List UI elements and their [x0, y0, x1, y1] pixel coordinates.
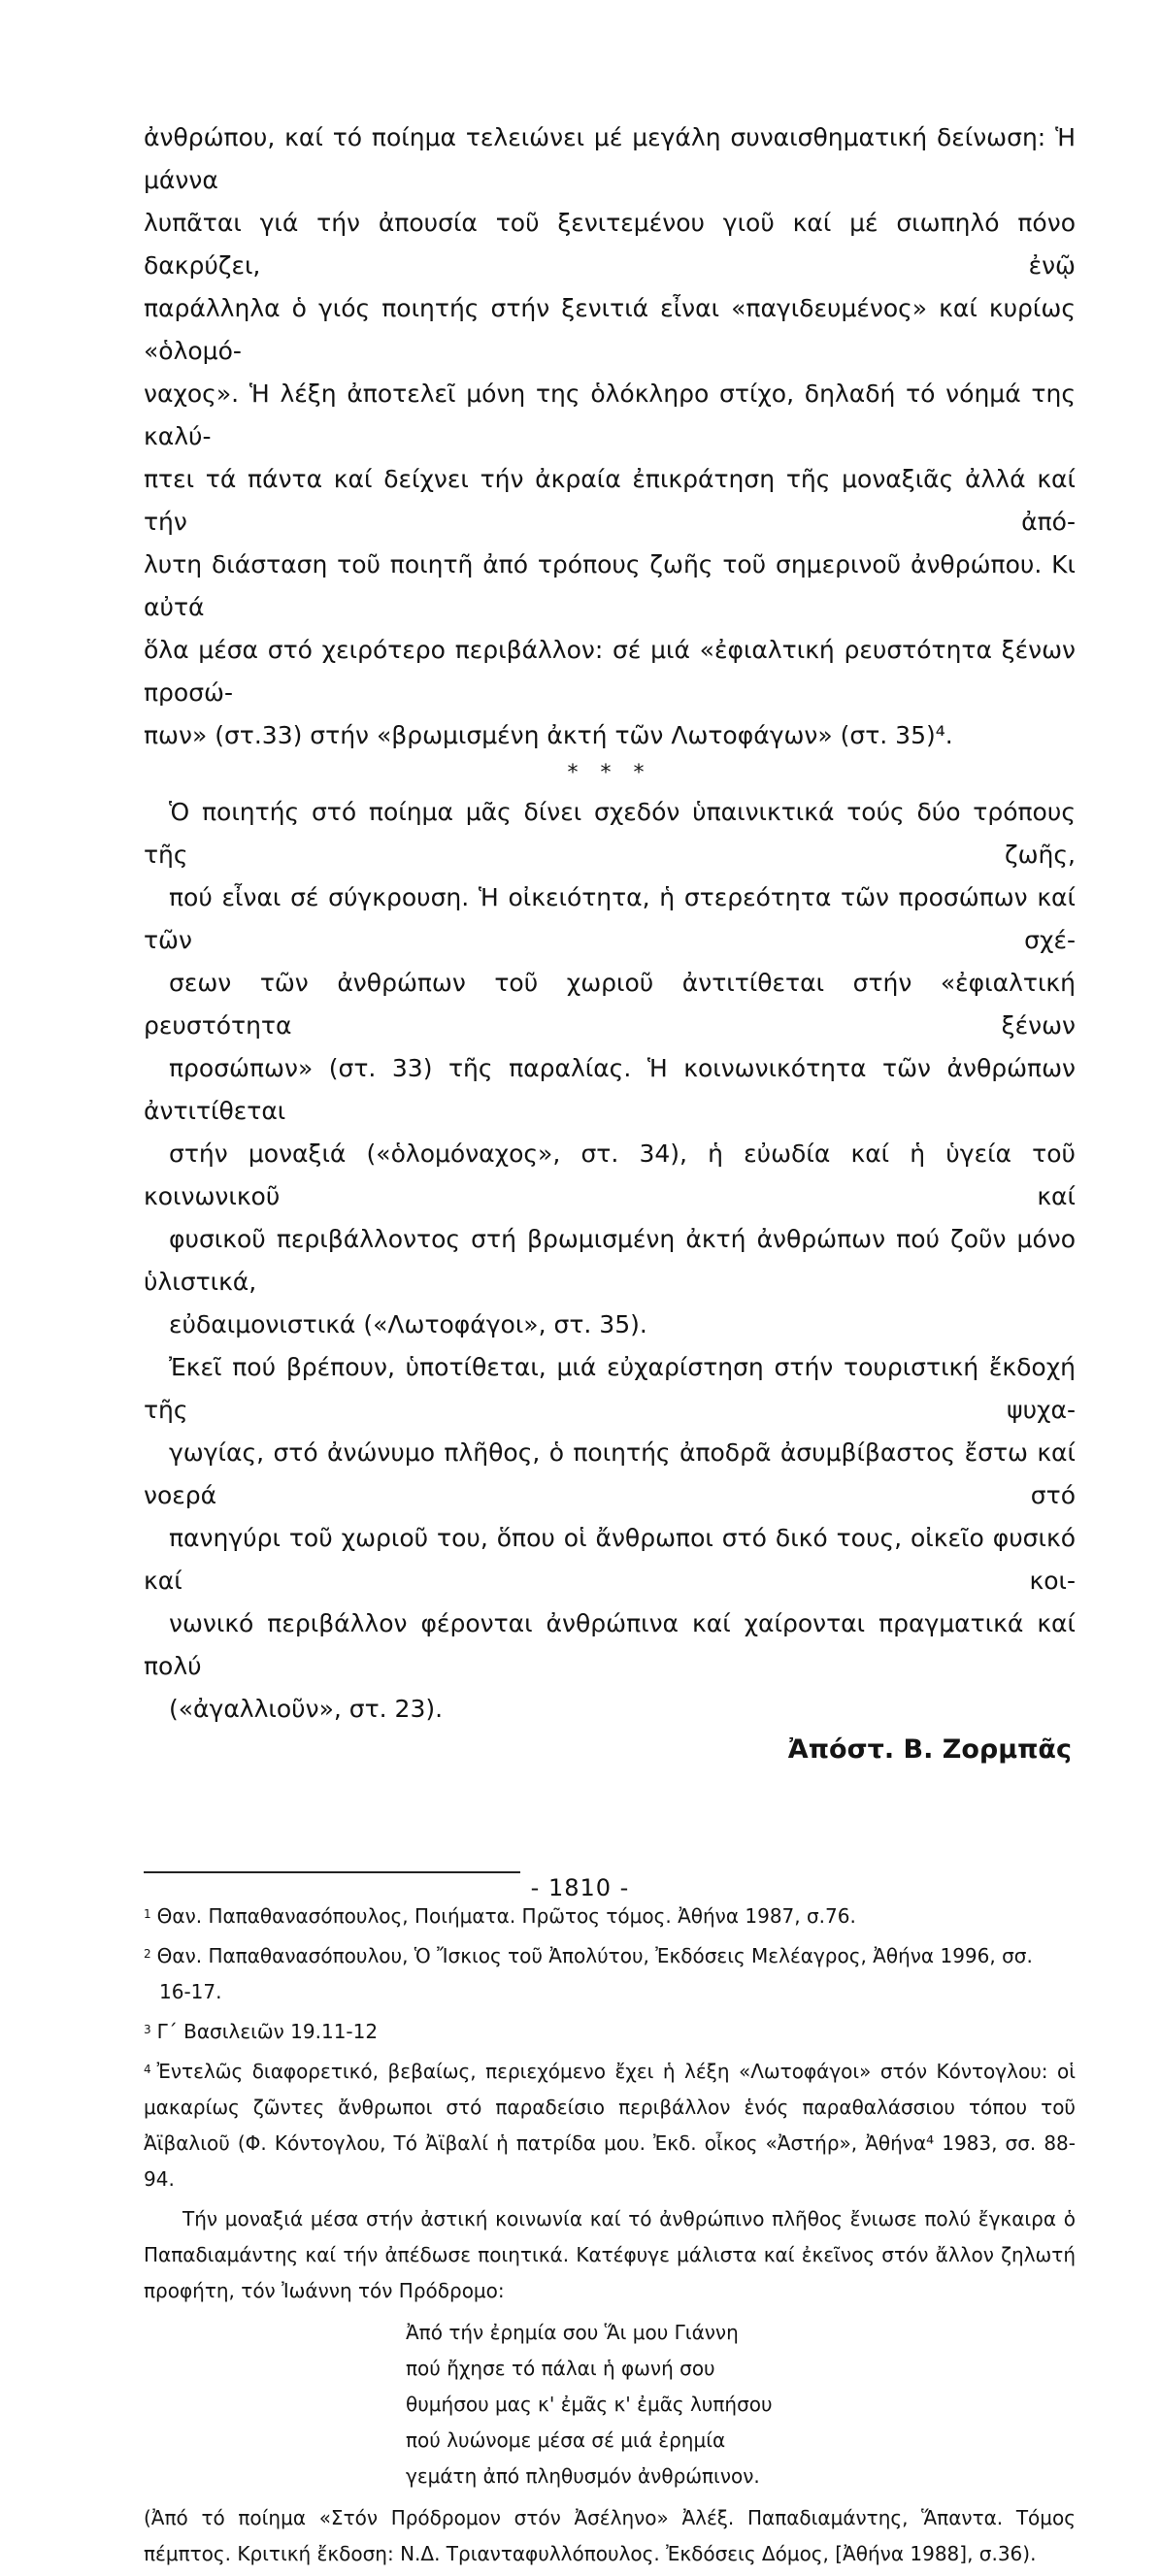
footnotes: [144, 1899, 1076, 2572]
text-line: πτει τά πάντα καί δείχνει τήν ἀκραία ἐπικράτηση τῆς μοναξιᾶς ἀλλά καί τήν ἀπό-: [144, 465, 1076, 536]
text-line: Ἐκεῖ πού βρέπουν, ὑποτίθεται, μιά εὐχαρίστηση στήν τουριστική ἔκδοχή τῆς ψυχα-: [144, 1353, 1076, 1424]
text-line: γωγίας, στό ἀνώνυμο πλῆθος, ὁ ποιητής ἀποδρᾶ ἀσυμβίβαστος ἔστω καί νοερά στό: [144, 1438, 1076, 1509]
text-line: ναχος». Ἡ λέξη ἀποτελεῖ μόνη της ὁλόκληρο στίχο, δηλαδή τό νόημά της καλύ-: [144, 380, 1076, 450]
footnote-divider: [144, 1871, 520, 1873]
text-line: παράλληλα ὁ γιός ποιητής στήν ξενιτιά εἶναι «παγιδευμένος» καί κυρίως «ὁλομό-: [144, 294, 1076, 365]
page-number: - 1810 -: [530, 1874, 630, 1901]
author-signature: Ἀπόστ. Β. Ζορμπᾶς: [787, 1734, 1072, 1765]
text-line: προσώπων» (στ. 33) τῆς παραλίας. Ἡ κοινωνικότητα τῶν ἀνθρώπων ἀντιτίθεται: [144, 1054, 1076, 1125]
text-line: ὅλα μέσα στό χειρότερο περιβάλλον: σέ μιά «ἐφιαλτική ρευστότητα ξένων προσώ-: [144, 636, 1076, 707]
footnote-text: Θαν. Παπαθανασόπουλος, Ποιήματα. Πρῶτος τόμος. Ἀθήνα 1987, σ.76.: [156, 1904, 856, 1928]
text-line: νωνικό περιβάλλον φέρονται ἀνθρώπινα καί χαίρονται πραγματικά καί πολύ: [144, 1609, 1076, 1680]
text-line: ἀνθρώπου, καί τό ποίημα τελειώνει μέ μεγάλη συναισθηματική δείνωση: Ἡ μάννα: [144, 123, 1076, 194]
footnote-text: Γ΄ Βασιλειῶν 19.11-12: [156, 2020, 379, 2043]
footnote-continuation: 16-17.: [159, 1980, 222, 2003]
quoted-poem: [406, 2315, 1076, 2494]
poem-line: Ἀπό τήν ἐρημία σου Ἅι μου Γιάννη: [406, 2321, 739, 2344]
footnote-3: [144, 2014, 1076, 2050]
text-line: φυσικοῦ περιβάλλοντος στή βρωμισμένη ἀκτή ἀνθρώπων πού ζοῦν μόνο ὑλιστικά,: [144, 1225, 1076, 1296]
body-paragraph-2: [144, 791, 1076, 1346]
poem-source: (Ἀπό τό ποίημα «Στόν Πρόδρομον στόν Ἀσέληνο» Ἀλέξ. Παπαδιαμάντης, Ἅπαντα. Τόμος πέμπτος. Κριτική ἔκδοση: Ν.Δ. Τριανταφυλλόπουλος. Ἐκδόσεις Δόμος, [Ἀθήνα 1988], σ.36).: [144, 2506, 1076, 2565]
text-line: πανηγύρι τοῦ χωριοῦ του, ὅπου οἱ ἄνθρωποι στό δικό τους, οἰκεῖο φυσικό καί κοι-: [144, 1524, 1076, 1595]
text-line: στήν μοναξιά («ὁλομόναχος», στ. 34), ἡ εὐωδία καί ἡ ὑγεία τοῦ κοινωνικοῦ καί: [144, 1139, 1076, 1210]
text-line: Ὁ ποιητής στό ποίημα μᾶς δίνει σχεδόν ὑπαινικτικά τούς δύο τρόπους τῆς ζωῆς,: [144, 798, 1076, 869]
footnote-4: [144, 2054, 1076, 2197]
poem-line: πού λυώνομε μέσα σέ μιά ἐρημία: [406, 2428, 726, 2452]
text-line: σεων τῶν ἀνθρώπων τοῦ χωριοῦ ἀντιτίθεται στήν «ἐφιαλτική ρευστότητα ξένων: [144, 969, 1076, 1040]
footnote-2: [144, 1938, 1076, 2010]
poem-line: γεμάτη ἀπό πληθυσμόν ἀνθρώπινον.: [406, 2464, 760, 2488]
text-line: πων» (στ.33) στήν «βρωμισμένη ἀκτή τῶν Λωτοφάγων» (στ. 35)⁴.: [144, 721, 953, 749]
footnote-commentary: Τήν μοναξιά μέσα στήν ἀστική κοινωνία καί τό ἀνθρώπινο πλῆθος ἔνιωσε πολύ ἔγκαιρα ὁ Παπαδιαμάντης καί τήν ἀπέδωσε ποιητικά. Κατέφυγε μάλιστα καί ἐκεῖνος στόν ἄλλον ζηλωτή προφήτη, τόν Ἰωάννη τόν Πρόδρομο:: [144, 2207, 1076, 2302]
text-line: λυπᾶται γιά τήν ἀπουσία τοῦ ξενιτεμένου γιοῦ καί μέ σιωπηλό πόνο δακρύζει, ἐνῷ: [144, 209, 1076, 280]
text-line: πού εἶναι σέ σύγκρουση. Ἡ οἰκειότητα, ἡ στερεότητα τῶν προσώπων καί τῶν σχέ-: [144, 883, 1076, 954]
text-line: λυτη διάσταση τοῦ ποιητῆ ἀπό τρόπους ζωῆς τοῦ σημερινοῦ ἀνθρώπου. Κι αὐτά: [144, 550, 1076, 621]
body-paragraph-1: [144, 116, 1076, 757]
poem-line: θυμήσου μας κ' ἐμᾶς κ' ἐμᾶς λυπήσου: [406, 2393, 773, 2416]
footnote-number: 3: [144, 2023, 151, 2036]
footnote-text: Ἐντελῶς διαφορετικό, βεβαίως, περιεχόμενο ἔχει ἡ λέξη «Λωτοφάγοι» στόν Κόντογλου: οἱ μακαρίως ζῶντες ἄνθρωποι στό παραδείσιο περιβάλλον ἑνός παραθαλάσσιου τόπου τοῦ Ἀϊβαλιοῦ (Φ. Κόντογλου, Τό Ἀϊβαλί ἡ πατρίδα μου. Ἐκδ. οἶκος «Ἀστήρ», Ἀθήνα⁴ 1983, σσ. 88-94.: [144, 2060, 1076, 2191]
footnote-number: 1: [144, 1907, 151, 1921]
footnote-text: Θαν. Παπαθανασόπουλου, Ὁ Ἴσκιος τοῦ Ἀπολύτου, Ἐκδόσεις Μελέαγρος, Ἀθήνα 1996, σσ.: [156, 1944, 1033, 1967]
page-content: [144, 116, 1076, 2576]
footnote-number: 4: [144, 2063, 151, 2076]
body-paragraph-3: [144, 1346, 1076, 1731]
poem-line: πού ἤχησε τό πάλαι ἡ φωνή σου: [406, 2357, 715, 2380]
text-line: εὐδαιμονιστικά («Λωτοφάγοι», στ. 35).: [169, 1310, 647, 1338]
footnote-1: [144, 1899, 1076, 1934]
section-separator: * * *: [567, 761, 652, 785]
footnote-number: 2: [144, 1947, 151, 1961]
text-line: («ἀγαλλιοῦν», στ. 23).: [169, 1695, 444, 1723]
